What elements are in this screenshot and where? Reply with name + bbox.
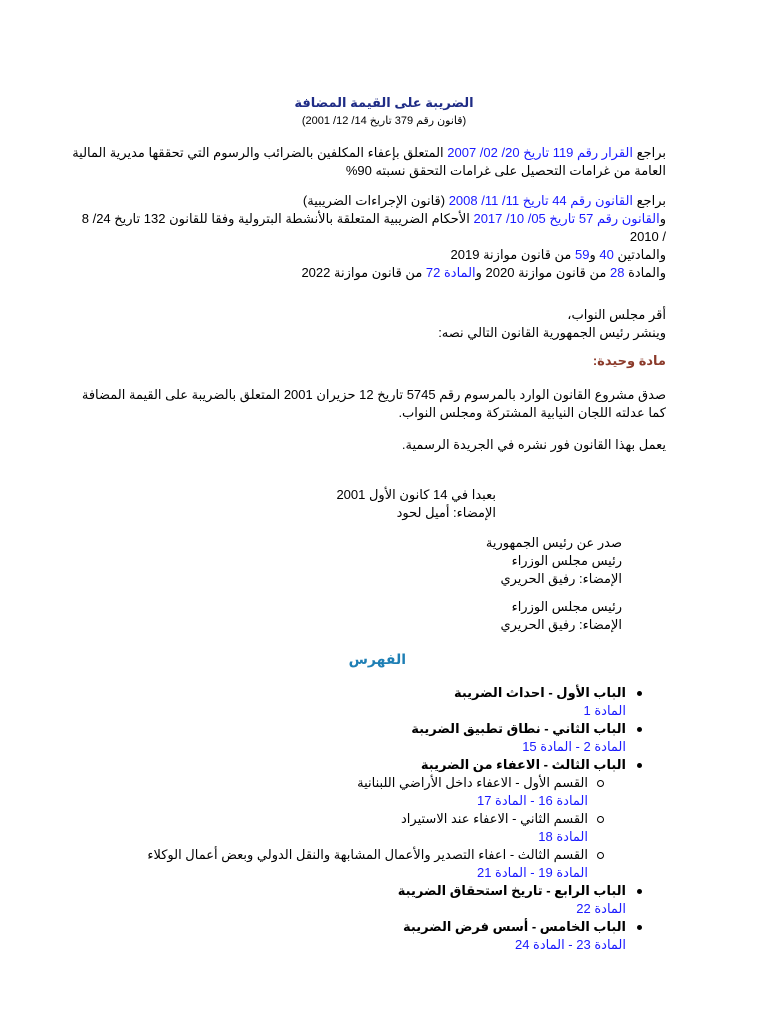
chapter-3-title: الباب الثالث - الاعفاء من الضريبة [420, 757, 626, 772]
section-1-title: القسم الأول - الاعفاء داخل الأراضي اللبنانية [357, 775, 588, 790]
toc-heading: الفهرس [348, 651, 406, 667]
bullet-icon [637, 763, 642, 768]
article-line-1: صدق مشروع القانون الوارد بالمرسوم رقم 5745 تاريخ 12 حزيران 2001 المتعلق بالضريبة على القيمة المضافة [81, 387, 666, 402]
intro-line-1: أقر مجلس النواب، [567, 307, 666, 322]
bullet-icon [637, 925, 642, 930]
ref-line-2: براجع القانون رقم 44 تاريخ 11/ 11/ 2008 (قانون الإجراءات الضريبية) [302, 193, 666, 208]
section-2-articles-link[interactable]: المادة 18 [538, 829, 588, 844]
section-1-articles-link[interactable]: المادة 16 - المادة 17 [476, 793, 588, 808]
article-28-link[interactable]: 28 [609, 265, 625, 280]
bullet-icon [637, 889, 642, 894]
article-59-link[interactable]: 59 [575, 247, 590, 262]
page-title: الضريبة على القيمة المضافة [294, 95, 474, 110]
intro-line-2: وينشر رئيس الجمهورية القانون التالي نصه: [438, 325, 666, 340]
single-article-heading: مادة وحيدة: [592, 353, 666, 368]
toc-chapter-2 [147, 720, 626, 756]
toc-chapter-5 [147, 918, 626, 954]
section-3-title: القسم الثالث - اعفاء التصدير والأعمال المشابهة والنقل الدولي وبعض أعمال الوكلاء [147, 847, 588, 862]
table-of-contents [147, 684, 626, 954]
article-40-link[interactable]: 40 [599, 247, 614, 262]
pm-title-2: رئيس مجلس الوزراء [511, 599, 622, 614]
page-subtitle: (قانون رقم 379 تاريخ 14/ 12/ 2001) [301, 115, 467, 127]
ref-line-3b: / 2010 [629, 229, 666, 244]
signature-date: بعبدا في 14 كانون الأول 2001 [336, 487, 496, 502]
reference-block [72, 144, 666, 180]
toc-section-3 [147, 846, 588, 882]
article-72-link[interactable]: المادة 72 [425, 265, 476, 280]
toc-section-2 [147, 810, 588, 846]
chapter-1-title: الباب الأول - احداث الضريبة [453, 685, 626, 700]
toc-chapter-1 [147, 684, 626, 720]
law-44-link[interactable]: القانون رقم 44 تاريخ 11/ 11/ 2008 [448, 193, 634, 208]
chapter-4-title: الباب الرابع - تاريخ استحقاق الضريبة [397, 883, 626, 898]
ref-line-4: والمادتين 40 و59 من قانون موازنة 2019 [450, 247, 666, 262]
reference-block-2 [82, 192, 666, 282]
pm-title: رئيس مجلس الوزراء [511, 553, 622, 568]
ref-line-1b: العامة من غرامات التحصيل على غرامات التحقق نسبته 90% [345, 163, 666, 178]
intro-block [438, 306, 666, 342]
pm-signature: الإمضاء: رفيق الحريري [500, 571, 622, 586]
bullet-icon [637, 691, 642, 696]
circle-bullet-icon [597, 816, 604, 823]
section-3-articles-link[interactable]: المادة 19 - المادة 21 [476, 865, 588, 880]
article-line-2: كما عدلته اللجان النيابية المشتركة ومجلس النواب. [398, 405, 666, 420]
issued-by: صدر عن رئيس الجمهورية [485, 535, 622, 550]
signature-block-3 [500, 598, 622, 634]
header [0, 94, 768, 130]
toc-chapter-3 [147, 756, 626, 882]
chapter-5-articles-link[interactable]: المادة 23 - المادة 24 [514, 937, 626, 952]
law-57-link[interactable]: القانون رقم 57 تاريخ 05/ 10/ 2017 [473, 211, 660, 226]
effect-clause: يعمل بهذا القانون فور نشره في الجريدة الرسمية. [401, 437, 666, 452]
section-2-title: القسم الثاني - الاعفاء عند الاستيراد [401, 811, 588, 826]
bullet-icon [637, 727, 642, 732]
circle-bullet-icon [597, 780, 604, 787]
toc-section-1 [147, 774, 588, 810]
single-article-text [82, 386, 666, 422]
ref-line-1: براجع القرار رقم 119 تاريخ 20/ 02/ 2007 المتعلق بإعفاء المكلفين بالضرائب والرسوم التي تحققها مديرية المالية [72, 145, 666, 160]
chapter-2-articles-link[interactable]: المادة 2 - المادة 15 [522, 739, 626, 754]
ref-line-5: والمادة 28 من قانون موازنة 2020 والمادة 72 من قانون موازنة 2022 [301, 265, 666, 280]
chapter-2-title: الباب الثاني - نطاق تطبيق الضريبة [411, 721, 626, 736]
chapter-1-articles-link[interactable]: المادة 1 [583, 703, 626, 718]
signature-block-2 [486, 534, 622, 588]
signature-president: الإمضاء: أميل لحود [396, 505, 496, 520]
decision-119-link[interactable]: القرار رقم 119 تاريخ 20/ 02/ 2007 [447, 145, 634, 160]
toc-chapter-4 [147, 882, 626, 918]
ref-line-3: والقانون رقم 57 تاريخ 05/ 10/ 2017 الأحكام الضريبية المتعلقة بالأنشطة البترولية وفقا للقانون 132 تاريخ 24/ 8 [81, 211, 666, 226]
chapter-4-articles-link[interactable]: المادة 22 [576, 901, 626, 916]
signature-block-1 [336, 486, 496, 522]
chapter-5-title: الباب الخامس - أسس فرض الضريبة [403, 919, 626, 934]
pm-signature-2: الإمضاء: رفيق الحريري [500, 617, 622, 632]
circle-bullet-icon [597, 852, 604, 859]
